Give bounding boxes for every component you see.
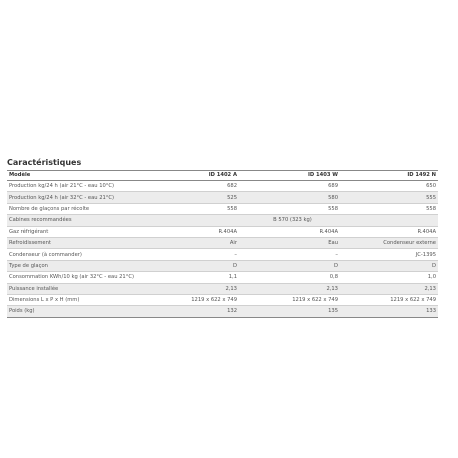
row-value-1: 558 [147, 203, 239, 214]
table-row [7, 306, 438, 317]
row-value-1: Air [147, 237, 239, 248]
table-row [7, 237, 438, 248]
row-value-3: 1219 x 622 x 749 [340, 294, 438, 305]
table-header-row [7, 171, 438, 181]
row-label: Dimensions L x P x H (mm) [7, 294, 147, 305]
row-label: Condenseur (à commander) [7, 249, 147, 260]
row-value-3: R.404A [340, 226, 438, 237]
row-label: Poids (kg) [7, 306, 147, 317]
row-value-1: 132 [147, 306, 239, 317]
row-value-2: 2,13 [239, 283, 340, 294]
row-value-3: 650 [340, 181, 438, 192]
row-value-2: R.404A [239, 226, 340, 237]
row-value-1: 525 [147, 192, 239, 203]
table-row [7, 215, 438, 226]
row-value-1: 1219 x 622 x 749 [147, 294, 239, 305]
row-value-1: D [147, 260, 239, 271]
row-value-3: JC-1395 [340, 249, 438, 260]
row-value-3: D [340, 260, 438, 271]
row-value-2: 558 [239, 203, 340, 214]
table-row [7, 283, 438, 294]
row-value-2: – [239, 249, 340, 260]
table-row [7, 260, 438, 271]
row-label: Puissance installée [7, 283, 147, 294]
header-model-label: Modèle [7, 171, 147, 181]
row-value-1: 682 [147, 181, 239, 192]
row-value-2: D [239, 260, 340, 271]
header-model-3: ID 1492 N [340, 171, 438, 181]
row-value-1: – [147, 249, 239, 260]
specifications-table [7, 170, 438, 318]
row-value-3: 2,13 [340, 283, 438, 294]
row-label: Gaz réfrigérant [7, 226, 147, 237]
row-value-1: 2,13 [147, 283, 239, 294]
row-label: Consommation KWh/10 kg (air 32°C - eau 21°C) [7, 272, 147, 283]
row-label: Production kg/24 h (air 21°C - eau 10°C) [7, 181, 147, 192]
table-row [7, 192, 438, 203]
table-row [7, 249, 438, 260]
row-value-1: 1,1 [147, 272, 239, 283]
row-value-3: 555 [340, 192, 438, 203]
row-value-2: 580 [239, 192, 340, 203]
row-label: Type de glaçon [7, 260, 147, 271]
row-value-1: R.404A [147, 226, 239, 237]
table-row [7, 294, 438, 305]
table-row [7, 181, 438, 192]
row-value-span: B 570 (323 kg) [147, 215, 438, 226]
row-value-3: 133 [340, 306, 438, 317]
row-label: Nombre de glaçons par récolte [7, 203, 147, 214]
table-row [7, 226, 438, 237]
row-value-2: 0,8 [239, 272, 340, 283]
row-label: Production kg/24 h (air 32°C - eau 21°C) [7, 192, 147, 203]
row-label: Cabines recommandées [7, 215, 147, 226]
table-row [7, 272, 438, 283]
row-label: Refroidissement [7, 237, 147, 248]
row-value-2: 689 [239, 181, 340, 192]
row-value-3: 558 [340, 203, 438, 214]
row-value-2: 1219 x 622 x 749 [239, 294, 340, 305]
row-value-2: Eau [239, 237, 340, 248]
table-row [7, 203, 438, 214]
row-value-2: 135 [239, 306, 340, 317]
row-value-3: Condenseur externe [340, 237, 438, 248]
section-title: Caractéristiques [7, 158, 82, 167]
row-value-3: 1,0 [340, 272, 438, 283]
header-model-2: ID 1403 W [239, 171, 340, 181]
header-model-1: ID 1402 A [147, 171, 239, 181]
